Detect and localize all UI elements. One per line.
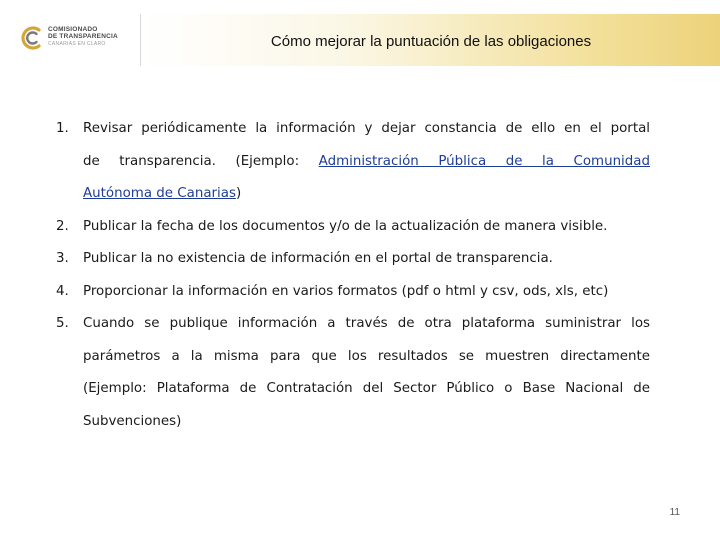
list-item	[56, 113, 650, 211]
example-link-continuation[interactable]: Autónoma de Canarias	[83, 186, 236, 201]
list-item-text-line: parámetros a la misma para que los resultados se muestren directamente	[83, 348, 650, 364]
list-item	[56, 308, 650, 438]
obligations-list	[56, 113, 650, 438]
list-item-number: 2.	[56, 218, 69, 234]
list-item-number: 4.	[56, 283, 69, 299]
list-item-number: 1.	[56, 121, 69, 136]
title-band	[140, 14, 720, 66]
page-title: Cómo mejorar la puntuación de las obligaciones	[270, 33, 592, 50]
logo-line-1: COMISIONADO	[48, 26, 98, 33]
slide-header	[0, 14, 720, 66]
list-item-text-line	[83, 146, 650, 179]
logo-line-2: DE TRANSPARENCIA	[48, 33, 118, 40]
list-item-text-line: (Ejemplo: Plataforma de Contratación del Sector Público o Base Nacional de	[83, 381, 650, 396]
list-item-text-line: Revisar periódicamente la información y dejar constancia de ello en el portal	[83, 121, 650, 136]
list-item-text: Publicar la no existencia de información en el portal de transparencia.	[83, 251, 553, 266]
page-number: 11	[669, 507, 680, 518]
list-item-text-line: Cuando se publique información a través de otra plataforma suministrar los	[83, 316, 650, 331]
list-item-text: Proporcionar la información en varios formatos (pdf o html y csv, ods, xls, etc)	[83, 283, 609, 299]
commissioner-logo-icon	[20, 25, 44, 51]
list-item-text-line: Subvenciones)	[83, 413, 182, 429]
list-item	[56, 211, 650, 244]
list-item-number: 5.	[56, 316, 69, 331]
list-item-text-line	[83, 178, 650, 211]
example-prefix: de transparencia. (Ejemplo:	[83, 153, 300, 169]
logo-wordmark	[48, 26, 118, 48]
list-item-number: 3.	[56, 251, 69, 266]
closing-paren: )	[235, 186, 242, 201]
list-item-text: Publicar la fecha de los documentos y/o de la actualización de manera visible.	[83, 218, 608, 234]
list-item	[56, 243, 650, 276]
list-item	[56, 276, 650, 309]
logo-tagline: CANARIAS EN CLARO	[48, 41, 106, 47]
example-link[interactable]: Administración Pública de la Comunidad	[318, 153, 650, 169]
logo	[0, 14, 140, 66]
